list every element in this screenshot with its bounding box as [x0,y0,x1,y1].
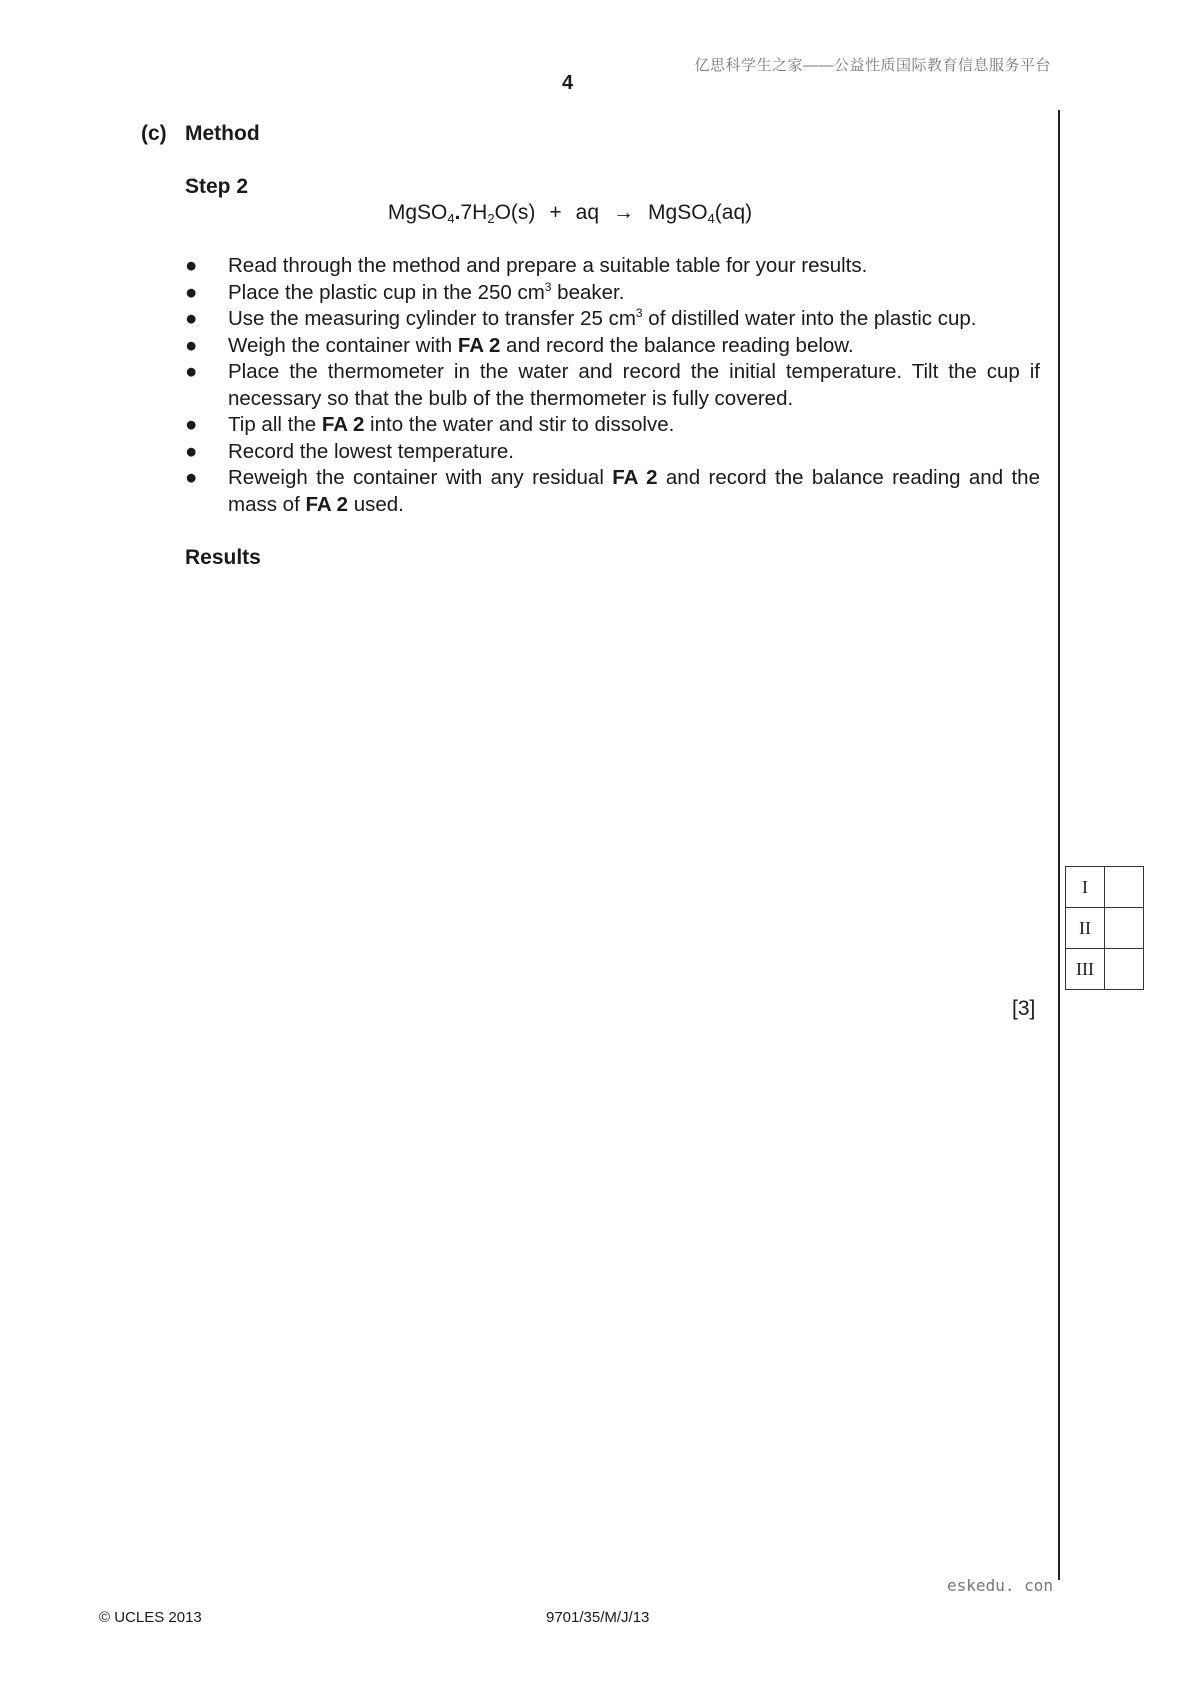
examiner-mark-table [1065,866,1144,990]
mark-row [1066,867,1144,908]
question-part-label: (c) [141,122,167,145]
page-number: 4 [562,72,574,94]
chemical-equation: $MgSO_4.7H_2O(s)$ + aq → MgSO$_4$(aq) [387,201,753,226]
footer-watermark: eskedu. con [947,1576,1053,1595]
mark-row-label: I [1066,867,1105,908]
bullet-icon: ● [185,333,198,357]
bullet-icon: ● [185,254,198,277]
mark-cell [1105,908,1144,949]
mark-row-label: II [1066,908,1105,949]
method-step: ● Read through the method and prepare a suitable table for your results. [185,253,1040,280]
mark-cell [1105,949,1144,990]
method-step: ● Use the measuring cylinder to transfer 25 $cm^3$ of distilled water into the plastic cup. [185,306,1040,333]
mark-row [1066,949,1144,990]
mark-row [1066,908,1144,949]
header-watermark: 亿思科学生之家——公益性质国际教育信息服务平台 [694,57,1051,74]
step-heading: Step 2 [185,175,249,198]
results-heading: Results [185,546,261,569]
method-step: ● Place the thermometer in the water and record the initial temperature. Tilt the cup if necessary so that the bulb of the thermometer is fully covered. [185,360,1040,410]
bullet-icon: ● [185,439,198,463]
bullet-icon: ● [185,360,198,383]
method-step: ● Place the plastic cup in the 250 $cm^3$ beaker. [185,280,1040,307]
mark-row-label: III [1066,949,1105,990]
method-heading: Method [185,122,260,145]
bullet-icon: ● [185,466,198,489]
footer-paper-code: 9701/35/M/J/13 [546,1609,650,1626]
bullet-icon: ● [185,413,198,436]
method-step: ● Record the lowest temperature. [185,439,1040,466]
marks-available: [3] [1012,997,1036,1020]
mark-cell [1105,867,1144,908]
method-step: ● Tip all the FA 2 into the water and stir to dissolve. [185,412,1040,439]
method-step: ● Reweigh the container with any residual FA 2 and record the balance reading and the mass of FA 2 used. [185,466,1040,516]
method-steps-list [185,253,1040,518]
margin-rule [1058,110,1060,1580]
bullet-icon: ● [185,280,198,304]
footer-copyright: © UCLES 2013 [99,1609,202,1626]
method-step: ● Weigh the container with FA 2 and record the balance reading below. [185,333,1040,360]
bullet-icon: ● [185,307,198,330]
